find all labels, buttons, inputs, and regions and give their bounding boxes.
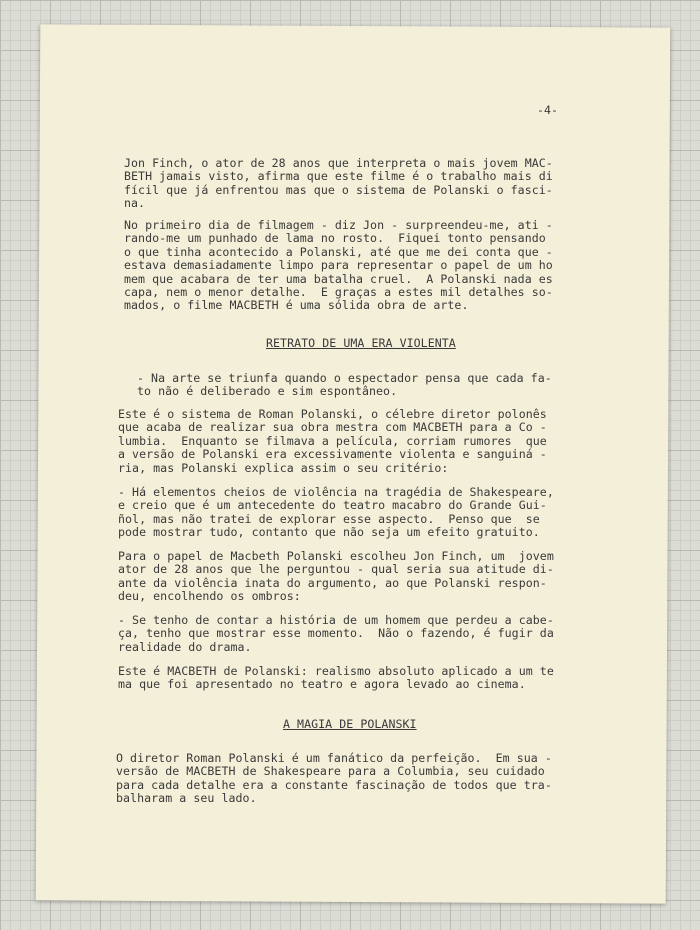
paragraph-papel-macbeth: Para o papel de Macbeth Polanski escolheu Jon Finch, um jovem ator de 28 anos que lhe perguntou - qual seria sua atitude di- ante da violência inata do argumento, ao que Polanski respon- deu, encolhendo os ombros:	[118, 549, 554, 604]
heading-retrato: RETRATO DE UMA ERA VIOLENTA	[266, 336, 456, 350]
paragraph-violencia: - Há elementos cheios de violência na tragédia de Shakespeare, e creio que é um antecedente do teatro macabro do Grande Gui- ñol, mas não tratei de explorar esse aspecto. Penso que se pode mostrar tudo, contanto que não seja um efeito gratuito.	[118, 485, 554, 540]
paragraph-se-tenho: - Se tenho de contar a história de um homem que perdeu a cabe- ça, tenho que mostrar esse momento. Não o fazendo, é fugir da realidade do drama.	[118, 613, 554, 654]
paragraph-macbeth-polanski: Este é MACBETH de Polanski: realismo absoluto aplicado a um te ma que foi apresentado no teatro e agora levado ao cinema.	[118, 664, 554, 692]
paragraph-jon-finch: Jon Finch, o ator de 28 anos que interpreta o mais jovem MAC- BETH jamais visto, afirma que este filme é o trabalho mais di fícil que já enfrentou mas que o sistema de Polanski o fasci- na.	[124, 156, 553, 211]
page-number: -4-	[537, 103, 559, 117]
heading-magia: A MAGIA DE POLANSKI	[283, 717, 417, 731]
paragraph-diretor-fanatico: O diretor Roman Polanski é um fanático da perfeição. Em sua - versão de MACBETH de Shakespeare para a Columbia, seu cuidado para cada detalhe era a constante fascinação de todos que tra- balharam a seu lado.	[116, 751, 552, 806]
paragraph-sistema-polanski: Este é o sistema de Roman Polanski, o célebre diretor polonês que acaba de realizar sua obra mestra com MACBETH para a Co - lumbia. Enquanto se filmava a película, corriam rumores que a versão de Polanski era excessivamente violenta e sanguiná - ria, mas Polanski explica assim o seu critério:	[118, 407, 547, 475]
paragraph-first-day: No primeiro dia de filmagem - diz Jon - surpreendeu-me, ati - rando-me um punhado de lama no rosto. Fiquei tonto pensando o que tinha acontecido a Polanski, até que me dei conta que - estava demasiadamente limpo para representar o papel de um ho mem que acabara de ter uma batalha cruel. A Polanski nada es capa, nem o menor detalhe. E graças a estes mil detalhes so- mados, o filme MACBETH é uma sólida obra de arte.	[124, 218, 553, 313]
paragraph-na-arte: - Na arte se triunfa quando o espectador pensa que cada fa- to não é deliberado e sim espontâneo.	[137, 371, 552, 399]
